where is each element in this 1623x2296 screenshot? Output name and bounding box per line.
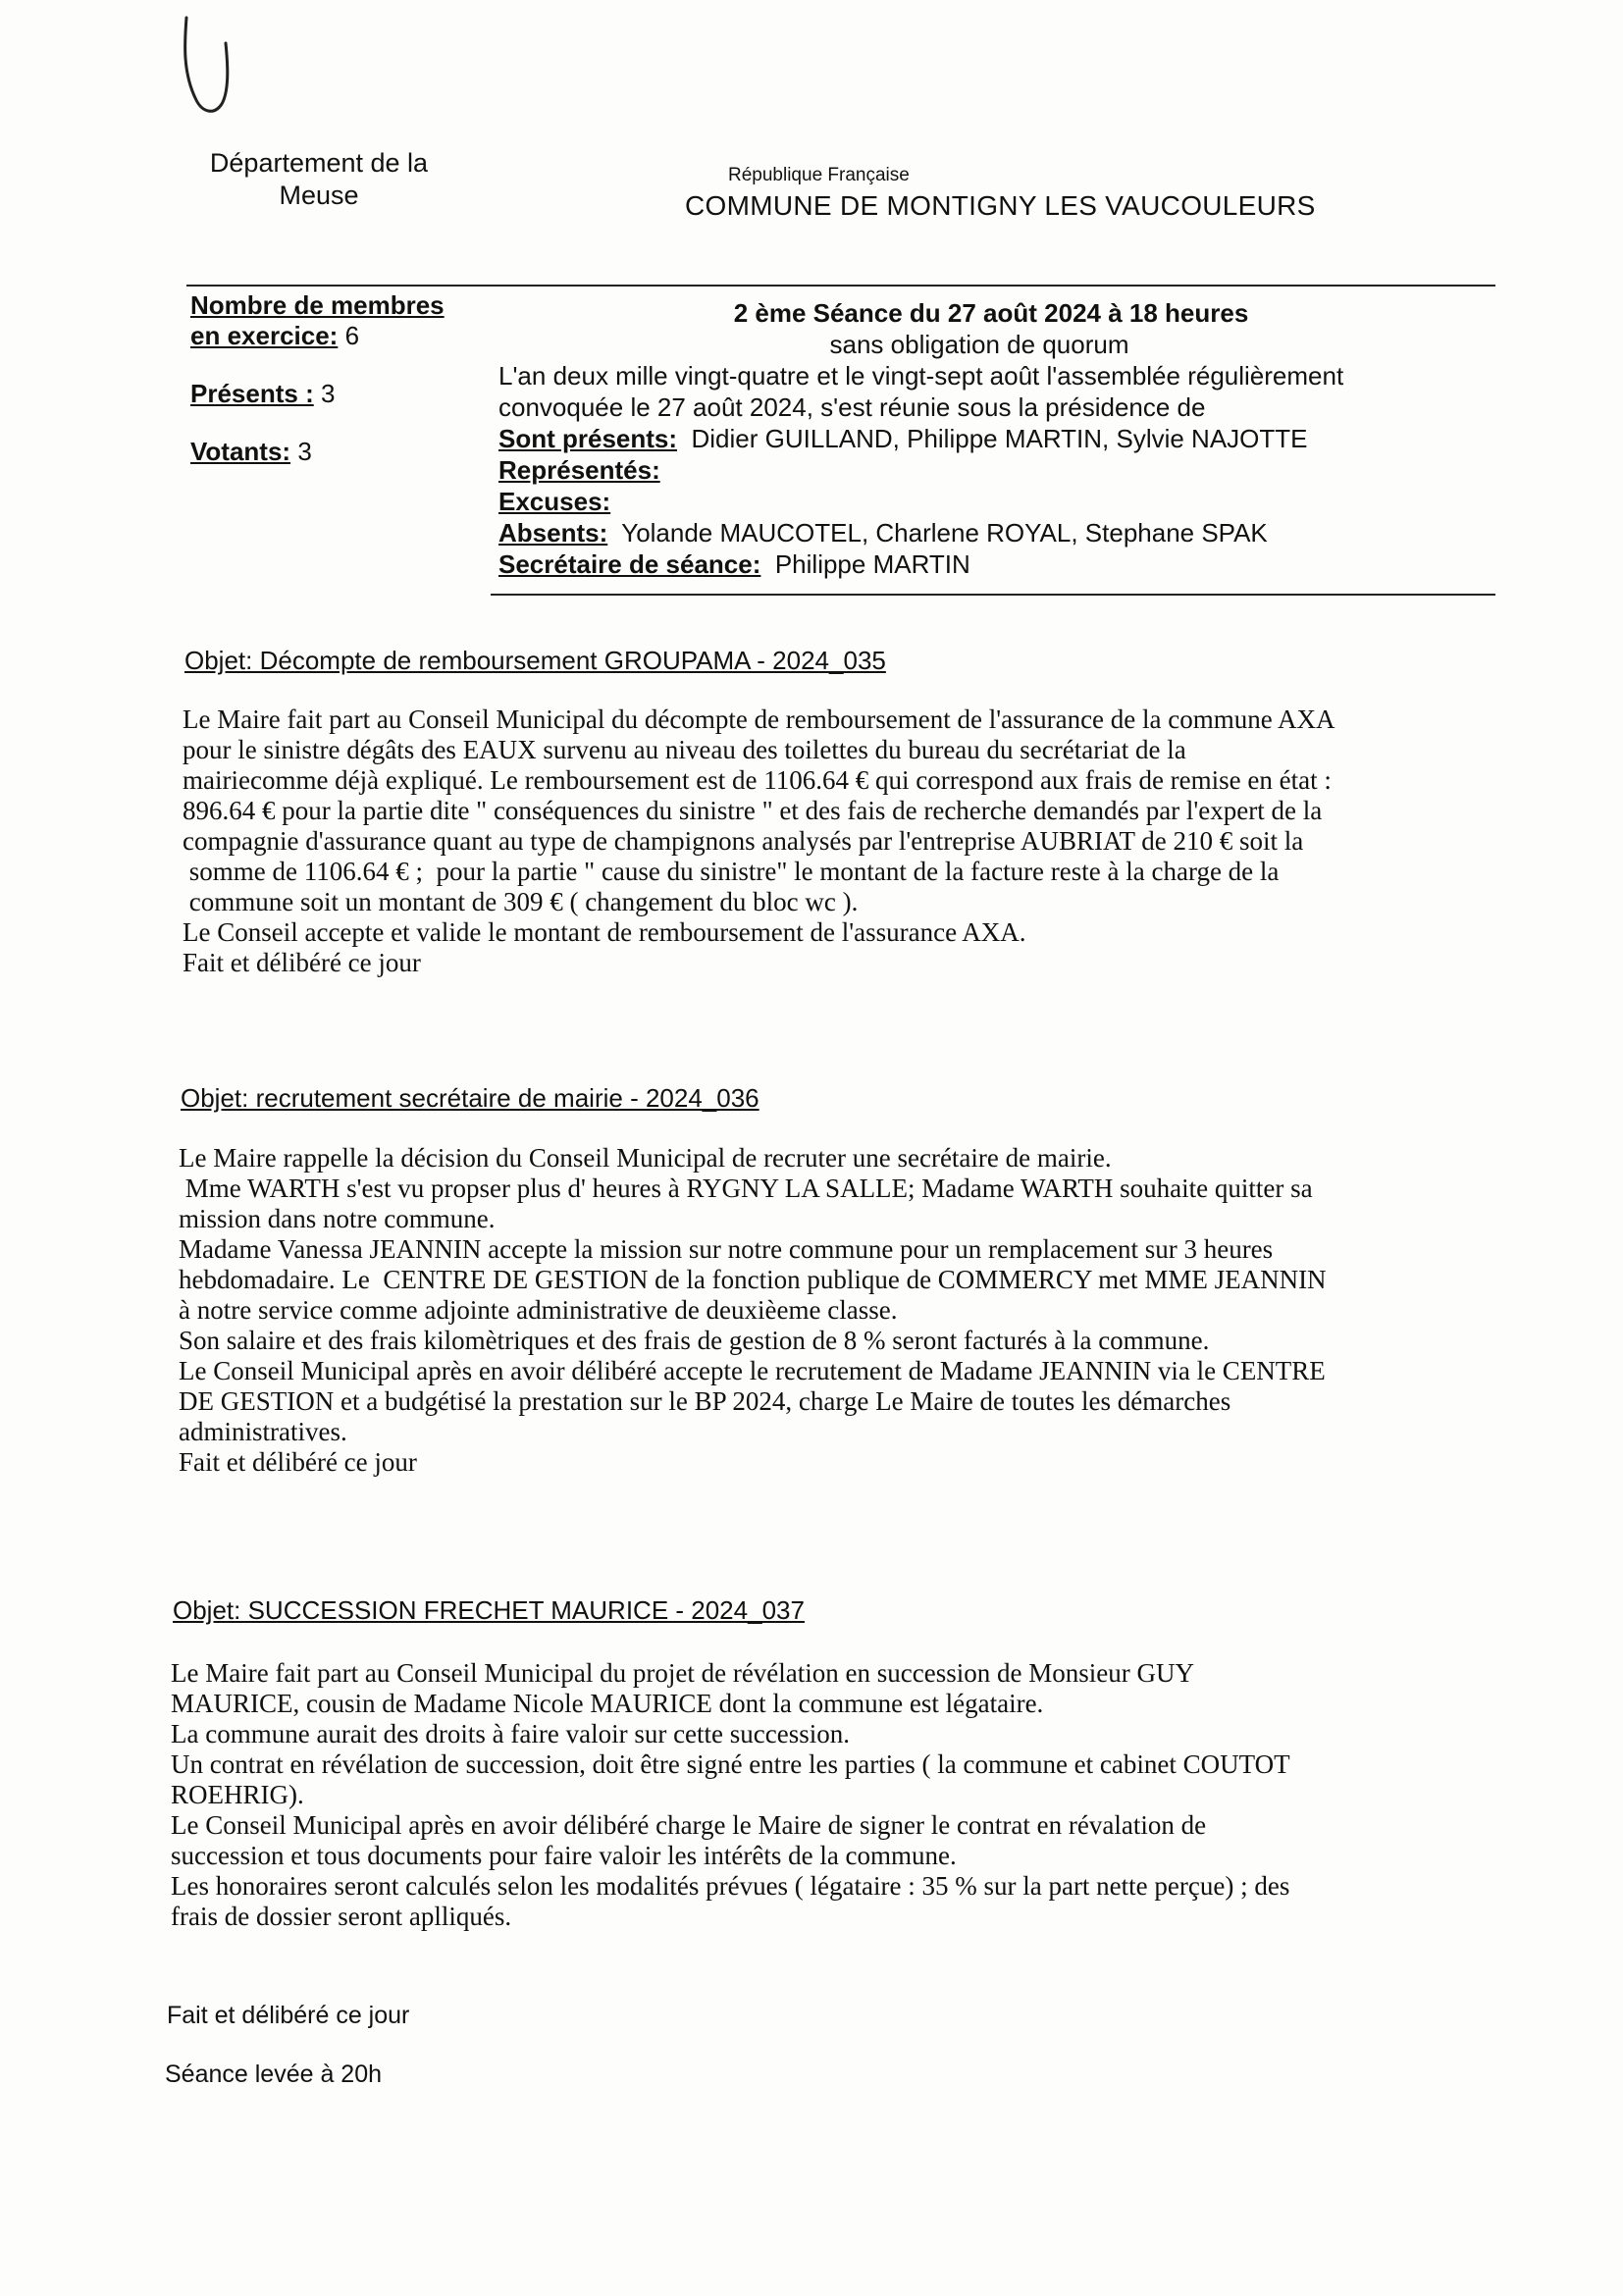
excuses-label: Excuses: (498, 487, 611, 516)
paragraph-line: hebdomadaire. Le CENTRE DE GESTION de la fonction publique de COMMERCY met MME JEANNIN (179, 1265, 1327, 1294)
representes-label: Représentés: (498, 455, 660, 485)
departement-label: Département de la Meuse (209, 148, 429, 210)
section-1-body (183, 704, 1507, 978)
paragraph-line: Fait et délibéré ce jour (183, 948, 421, 977)
fait-et-delibere: Fait et délibéré ce jour (167, 2002, 410, 2029)
secretaire-label: Secrétaire de séance: (498, 549, 761, 579)
bottom-rule (491, 594, 1495, 596)
section-2-objet: Objet: recrutement secrétaire de mairie - 2024_036 (181, 1083, 759, 1113)
paragraph-line: mission dans notre commune. (179, 1204, 496, 1233)
paragraph-line: DE GESTION et a budgétisé la prestation sur le BP 2024, charge Le Maire de toutes les démarches (179, 1386, 1231, 1416)
absents-value: Yolande MAUCOTEL, Charlene ROYAL, Stephane SPAK (621, 518, 1268, 548)
paragraph-line: mairiecomme déjà expliqué. Le remboursement est de 1106.64 € qui correspond aux frais de remise en état : (183, 765, 1332, 795)
membres-label: Nombre de membres (190, 290, 445, 320)
votants-label: Votants: (190, 437, 291, 466)
paragraph-line: succession et tous documents pour faire valoir les intérêts de la commune. (171, 1841, 957, 1870)
section-1-objet: Objet: Décompte de remboursement GROUPAMA - 2024_035 (184, 646, 886, 675)
presents-count-label: Présents : (190, 379, 314, 408)
section-3-objet: Objet: SUCCESSION FRECHET MAURICE - 2024_037 (173, 1595, 805, 1625)
seance-details (498, 329, 1499, 580)
membres-value: 6 (344, 321, 360, 350)
paragraph-line: Le Conseil Municipal après en avoir délibéré charge le Maire de signer le contrat en révalation de (171, 1810, 1207, 1840)
paragraph-line: compagnie d'assurance quant au type de champignons analysés par l'entreprise AUBRIAT de 210 € soit la (183, 826, 1304, 856)
seance-levee: Séance levée à 20h (165, 2061, 383, 2088)
paragraph-line: frais de dossier seront aplliqués. (171, 1902, 512, 1931)
absents-label: Absents: (498, 518, 608, 548)
handwritten-mark (175, 14, 243, 122)
paragraph-line: pour le sinistre dégâts des EAUX survenu au niveau des toilettes du bureau du secrétariat de la (183, 735, 1186, 764)
secretaire-value: Philippe MARTIN (774, 549, 970, 579)
quorum-line: sans obligation de quorum (829, 330, 1129, 359)
section-2-body (179, 1143, 1503, 1478)
section-3-body (171, 1658, 1505, 1932)
summary-column (190, 290, 485, 495)
paragraph-line: commune soit un montant de 309 € ( changement du bloc wc ). (183, 887, 859, 916)
paragraph-line: La commune aurait des droits à faire valoir sur cette succession. (171, 1719, 850, 1748)
paragraph-line: Le Conseil accepte et valide le montant de remboursement de l'assurance AXA. (183, 917, 1026, 947)
paragraph-line: MAURICE, cousin de Madame Nicole MAURICE dont la commune est légataire. (171, 1689, 1044, 1718)
paragraph-line: Le Maire fait part au Conseil Municipal du décompte de remboursement de l'assurance de la commune AXA (183, 704, 1335, 734)
intro-line-1: L'an deux mille vingt-quatre et le vingt-sept août l'assemblée régulièrement (498, 361, 1344, 391)
exercice-label: en exercice: (190, 321, 339, 350)
paragraph-line: administratives. (179, 1417, 347, 1446)
paragraph-line: à notre service comme adjointe administrative de deuxièeme classe. (179, 1295, 898, 1325)
paragraph-line: Fait et délibéré ce jour (179, 1447, 417, 1477)
paragraph-line: Son salaire et des frais kilomètriques et des frais de gestion de 8 % seront facturés à la commune. (179, 1326, 1210, 1355)
intro-line-2: convoquée le 27 août 2024, s'est réunie sous la présidence de (498, 392, 1206, 422)
votants-value: 3 (297, 437, 312, 466)
presents-count-value: 3 (320, 379, 336, 408)
paragraph-line: ROEHRIG). (171, 1780, 304, 1809)
sont-presents-label: Sont présents: (498, 424, 678, 453)
seance-title: 2 ème Séance du 27 août 2024 à 18 heures (733, 298, 1249, 328)
paragraph-line: Un contrat en révélation de succession, doit être signé entre les parties ( la commune et cabinet COUTOT (171, 1749, 1290, 1779)
paragraph-line: Le Conseil Municipal après en avoir délibéré accepte le recrutement de Madame JEANNIN via le CENTRE (179, 1356, 1326, 1385)
paragraph-line: Le Maire rappelle la décision du Conseil Municipal de recruter une secrétaire de mairie. (179, 1143, 1112, 1173)
top-rule (186, 285, 1495, 287)
paragraph-line: somme de 1106.64 € ; pour la partie " cause du sinistre" le montant de la facture reste à la charge de la (183, 857, 1280, 886)
paragraph-line: 896.64 € pour la partie dite " conséquences du sinistre " et des fais de recherche demandés par l'expert de la (183, 796, 1323, 825)
paragraph-line: Le Maire fait part au Conseil Municipal du projet de révélation en succession de Monsieur GUY (171, 1658, 1194, 1688)
sont-presents-value: Didier GUILLAND, Philippe MARTIN, Sylvie NAJOTTE (691, 424, 1308, 453)
republique-label: République Française (728, 165, 910, 185)
paragraph-line: Madame Vanessa JEANNIN accepte la mission sur notre commune pour un remplacement sur 3 heures (179, 1234, 1274, 1264)
paragraph-line: Les honoraires seront calculés selon les modalités prévues ( légataire : 35 % sur la part nette perçue) ; des (171, 1871, 1290, 1901)
commune-title: COMMUNE DE MONTIGNY LES VAUCOULEURS (685, 190, 1316, 221)
paragraph-line: Mme WARTH s'est vu propser plus d' heures à RYGNY LA SALLE; Madame WARTH souhaite quitter sa (179, 1174, 1313, 1203)
